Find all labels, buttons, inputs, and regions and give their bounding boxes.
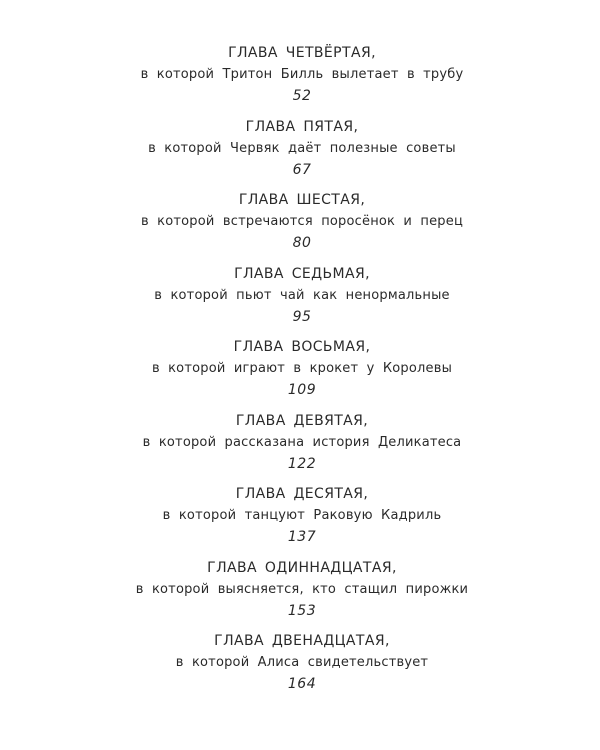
chapter-page-number: 137 (287, 529, 317, 545)
chapter-heading: ГЛАВА ПЯТАЯ, (245, 118, 359, 135)
chapter-page-number: 164 (287, 676, 317, 692)
toc-entry-chapter-12 (0, 631, 600, 705)
toc-entry-chapter-10 (0, 484, 600, 558)
chapter-page-number: 67 (292, 161, 312, 178)
chapter-subtitle: в которой Алиса свидетельствует (175, 655, 429, 670)
toc-entry-chapter-8 (0, 337, 600, 411)
chapter-page-number: 52 (292, 88, 312, 104)
chapter-subtitle: в которой Червяк даёт полезные советы (148, 140, 456, 156)
chapter-heading: ГЛАВА ДЕВЯТАЯ, (235, 412, 369, 429)
chapter-subtitle: в которой пьют чай как ненормальные (154, 287, 450, 303)
chapter-page-number: 80 (292, 235, 312, 251)
table-of-contents (0, 43, 600, 705)
toc-entry-chapter-9 (0, 411, 600, 485)
chapter-heading: ГЛАВА ВОСЬМАЯ, (233, 339, 371, 355)
toc-entry-chapter-6 (0, 190, 600, 264)
chapter-subtitle: в которой играют в крокет у Королевы (151, 361, 453, 376)
toc-entry-chapter-5 (0, 117, 600, 191)
chapter-subtitle: в которой выясняется, кто стащил пирожки (135, 581, 469, 597)
chapter-heading: ГЛАВА ДЕСЯТАЯ, (235, 486, 369, 502)
chapter-heading: ГЛАВА СЕДЬМАЯ, (234, 265, 370, 282)
toc-entry-chapter-11 (0, 558, 600, 632)
chapter-heading: ГЛАВА ДВЕНАДЦАТАЯ, (214, 633, 390, 649)
toc-entry-chapter-7 (0, 264, 600, 338)
toc-entry-chapter-4 (0, 43, 600, 117)
chapter-heading: ГЛАВА ОДИННАДЦАТАЯ, (207, 559, 397, 576)
chapter-page-number: 95 (292, 308, 312, 325)
chapter-subtitle: в которой танцуют Раковую Кадриль (162, 508, 442, 523)
chapter-subtitle: в которой встречаются поросёнок и перец (140, 214, 464, 229)
chapter-page-number: 122 (287, 455, 317, 472)
chapter-page-number: 153 (287, 602, 317, 619)
chapter-heading: ГЛАВА ШЕСТАЯ, (238, 192, 366, 208)
chapter-subtitle: в которой рассказана история Деликатеса (142, 434, 462, 450)
chapter-page-number: 109 (287, 382, 317, 398)
chapter-subtitle: в которой Тритон Билль вылетает в трубу (140, 67, 464, 82)
chapter-heading: ГЛАВА ЧЕТВЁРТАЯ, (228, 45, 376, 61)
